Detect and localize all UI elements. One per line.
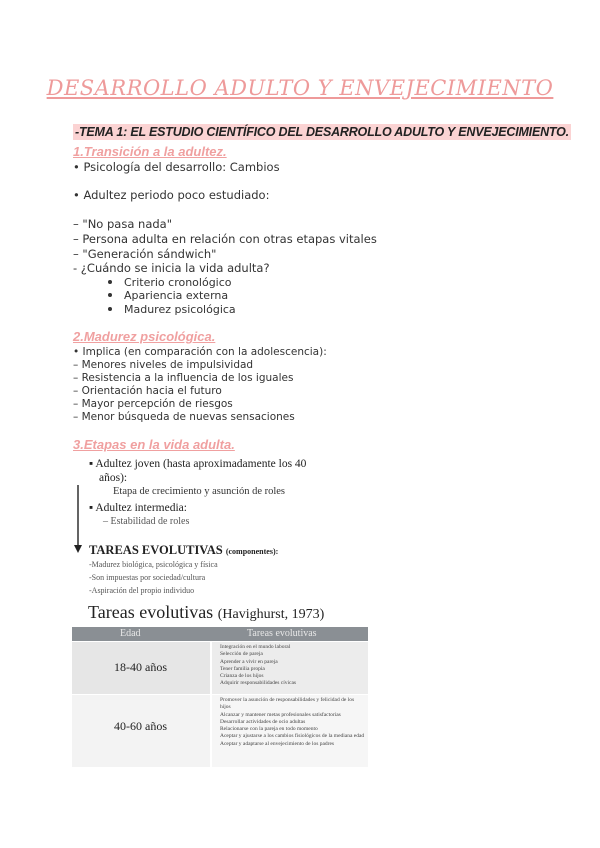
section-2-line: – Mayor percepción de riesgos	[73, 398, 233, 410]
down-arrow-icon	[73, 485, 83, 555]
tareas-title: TAREAS EVOLUTIVAS (componentes):	[89, 543, 279, 557]
section-1-line: – "No pasa nada"	[73, 217, 173, 231]
section-2-line: • Implica (en comparación con la adolescencia):	[73, 346, 327, 358]
stage-2-sub: – Estabilidad de roles	[103, 516, 190, 527]
section-1-line: – Persona adulta en relación con otras etapas vitales	[73, 232, 377, 246]
criteria-item: Madurez psicológica	[108, 303, 236, 316]
section-3-heading: 3.Etapas en la vida adulta.	[73, 437, 235, 452]
havighurst-title: Tareas evolutivas (Havighurst, 1973)	[88, 602, 325, 622]
section-1-line: - ¿Cuándo se inicia la vida adulta?	[73, 261, 270, 275]
stage-1-cont: años):	[99, 472, 128, 484]
section-1-heading: 1.Transición a la adultez.	[73, 144, 227, 159]
bullet-icon	[108, 307, 112, 311]
bullet-icon	[108, 293, 112, 297]
section-2-line: – Menores niveles de impulsividad	[73, 359, 254, 371]
section-2-line: – Orientación hacia el futuro	[73, 385, 222, 397]
age-cell: 18-40 años	[114, 660, 167, 674]
section-2-heading: 2.Madurez psicológica.	[73, 329, 216, 344]
page-title: DESARROLLO ADULTO Y ENVEJECIMIENTO	[46, 76, 554, 100]
section-2-line: – Resistencia a la influencia de los iguales	[73, 372, 294, 384]
tasks-cell: Promover la asunción de responsabilidades y felicidad de los hijos Alcanzar y mantener metas profesionales satisfactorias Desarrollar actividades de ocio adultas Relacionarse con la pareja en todo momento Aceptar y ajustarse a los cambios fisiológicos de la mediana edad Aceptar y adaptarse al envejecimiento de los padres	[220, 697, 365, 747]
square-bullet-icon: ▪	[89, 502, 96, 514]
criteria-item: Apariencia externa	[108, 289, 228, 302]
bullet-icon	[108, 280, 112, 284]
tasks-cell: Integración en el mundo laboral Selección de pareja Aprender a vivir en pareja Tener familia propia Crianza de los hijos Adquirir responsabilidades cívicas	[220, 644, 297, 687]
section-1-line: • Adultez periodo poco estudiado:	[73, 188, 270, 202]
table-header	[72, 627, 368, 641]
tareas-item: -Madurez biológica, psicológica y física	[89, 560, 218, 569]
stage-1: ▪ Adultez joven (hasta aproximadamente los 40	[89, 458, 307, 470]
havighurst-table	[72, 627, 368, 767]
criteria-item: Criterio cronológico	[108, 276, 232, 289]
header-tareas: Tareas evolutivas	[247, 628, 317, 639]
stage-1-sub: Etapa de crecimiento y asunción de roles	[113, 486, 286, 497]
tareas-item: -Aspiración del propio individuo	[89, 586, 195, 595]
stage-2: ▪ Adultez intermedia:	[89, 502, 187, 514]
tema-heading: -TEMA 1: EL ESTUDIO CIENTÍFICO DEL DESARROLLO ADULTO Y ENVEJECIMIENTO.	[75, 125, 569, 139]
section-2-line: – Menor búsqueda de nuevas sensaciones	[73, 411, 295, 423]
tareas-item: -Son impuestas por sociedad/cultura	[89, 573, 206, 582]
header-edad: Edad	[120, 628, 141, 639]
section-1-line: – "Generación sándwich"	[73, 247, 217, 261]
age-cell: 40-60 años	[114, 719, 167, 733]
square-bullet-icon: ▪	[89, 458, 96, 470]
section-1-line: • Psicología del desarrollo: Cambios	[73, 160, 280, 174]
